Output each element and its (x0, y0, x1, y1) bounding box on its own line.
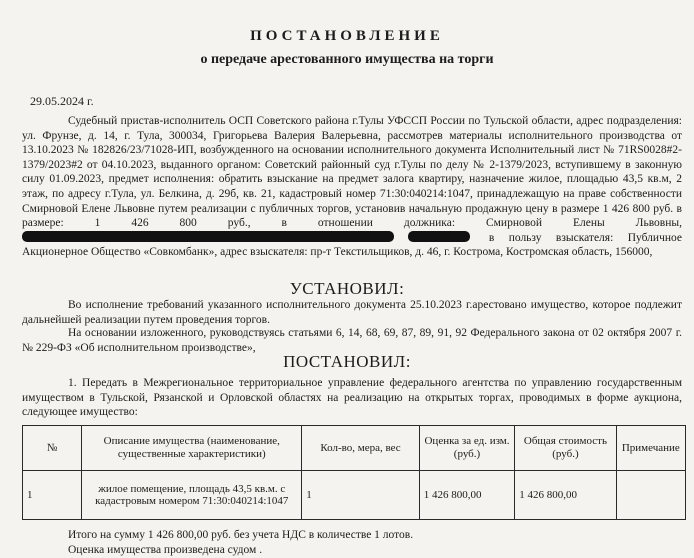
resolution-item-1: 1. Передать в Межрегиональное территориальное управление федерального агентства по управлению государственным имуществом в Тульской, Рязанской и Орловской областях на реализацию на открытых торгах, проводимых в форме аукциона, следующее имущество: (22, 377, 682, 419)
redaction-bar (22, 231, 394, 242)
redaction-bar (408, 231, 470, 242)
header-evaluation: Оценка за ед. изм. (руб.) (419, 426, 514, 471)
intro-text-part1: Судебный пристав-исполнитель ОСП Советского района г.Тулы УФССП России по Тульской области, адрес подразделения: ул. Фрунзе, д. 14, г. Тула, 300034, Григорьева Валерия Валерьевна, рассмотрев материалы исполнительного производства от 13.10.2023 № 182826/23/71028-ИП, возбужденного на основании исполнительного документа Исполнительный лист № 71RS0028#2-1379/2023#2 от 04.10.2023, выданного органом: Советский районный суд г.Тулы по делу № 2-1379/2023, вступившему в законную силу 01.09.2023, предмет исполнения: обратить взыскание на предмет залога квартиру, назначение жилое, площадью 43,5 кв.м, 2 этаж, по адресу г.Тула, ул. Белкина, д. 29б, кв. 21, кадастровый номер 71:30:040214:1047, принадлежащую на праве собственности Смирновой Елене Львовне путем реализации с публичных торгов, установив начальную продажную цену в размере 1 426 800 руб. в размере: 1 426 800 руб., в отношении должника: Смирновой Елены Львовны, (22, 115, 682, 230)
cell-note (616, 471, 685, 520)
heading-resolved: ПОСТАНОВИЛ: (283, 352, 411, 371)
document-subtitle: о передаче арестованного имущества на торги (200, 52, 494, 67)
cell-quantity: 1 (302, 471, 420, 520)
cell-evaluation: 1 426 800,00 (419, 471, 514, 520)
header-num: № (23, 426, 82, 471)
table-header-row (23, 426, 686, 471)
table-row (23, 471, 686, 520)
document-title: ПОСТАНОВЛЕНИЕ (250, 28, 444, 44)
total-line: Итого на сумму 1 426 800,00 руб. без учета НДС в количестве 1 лотов. (68, 529, 414, 541)
valuation-line: Оценка имущества произведена судом . (68, 544, 263, 556)
header-total: Общая стоимость (руб.) (515, 426, 616, 471)
established-paragraph: Во исполнение требований указанного исполнительного документа 25.10.2023 г.арестовано имущество, которое подлежит дальнейшей реализации путем проведения торгов. (22, 299, 682, 326)
document-date: 29.05.2024 г. (30, 94, 94, 108)
intro-text-part2: в пользу взыскателя: Публичное Акционерное Общество «Совкомбанк», адрес взыскателя: пр-т Текстильщиков, д. 46, г. Кострома, Костромская область, 156000, (22, 231, 682, 259)
basis-paragraph: На основании изложенного, руководствуясь статьями 6, 14, 68, 69, 87, 89, 91, 92 Федерального закона от 02 октября 2007 г. № 229-ФЗ «Об исполнительном производстве», (22, 327, 682, 354)
heading-established: УСТАНОВИЛ: (289, 279, 405, 298)
cell-description: жилое помещение, площадь 43,5 кв.м. с кадастровым номером 71:30:040214:1047 (82, 471, 302, 520)
cell-num: 1 (23, 471, 82, 520)
header-description: Описание имущества (наименование, существенные характеристики) (82, 426, 302, 471)
header-quantity: Кол-во, мера, вес (302, 426, 420, 471)
cell-total: 1 426 800,00 (515, 471, 616, 520)
intro-paragraph (22, 114, 682, 260)
assets-table (22, 425, 686, 520)
header-note: Примечание (616, 426, 685, 471)
